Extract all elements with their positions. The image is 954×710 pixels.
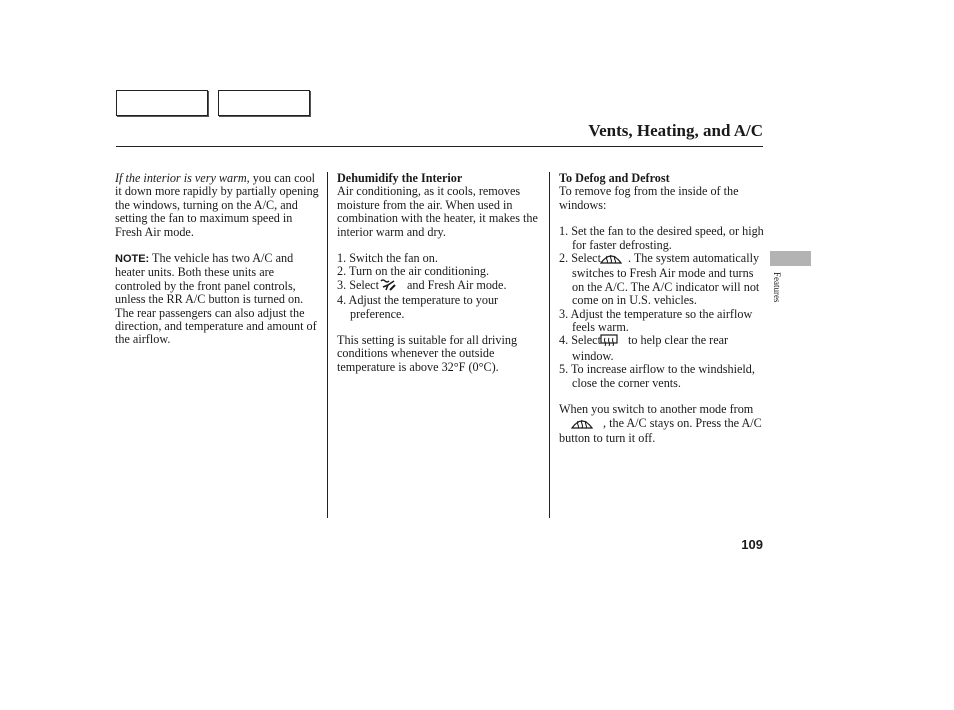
col2-closing: This setting is suitable for all driving conditions whenever the outside temperature is above 32°F (0°C). — [337, 333, 518, 374]
col3-step-3: 3. Adjust the temperature so the airflow feels warm. — [559, 306, 753, 335]
col3-step-4-a: 4. Select — [559, 333, 601, 348]
col3-heading: To Defog and Defrost — [559, 171, 670, 185]
col2-step-3 — [337, 279, 543, 294]
floor-defrost-mode-icon — [392, 279, 397, 294]
front-defrost-icon — [571, 417, 593, 432]
column-1 — [115, 172, 321, 347]
col1-para-text: you can cool it down more rapidly by partially opening the windows, turning on the A/C, and setting the fan to maximum speed in Fresh Air mode. — [115, 171, 319, 239]
note-label: NOTE: — [115, 253, 150, 266]
col3-steps — [559, 225, 765, 390]
col3-closing-a: When you switch to another mode from — [559, 402, 754, 417]
col3-closing — [559, 403, 765, 445]
col3-closing-b: , the A/C stays on. Press the A/C button to turn it off. — [559, 415, 762, 445]
col3-step-2 — [559, 252, 765, 308]
rear-defrost-icon — [613, 334, 618, 349]
col3-step-4 — [559, 334, 765, 363]
col3-step-2-a: 2. Select — [559, 251, 601, 266]
col3-intro: To remove fog from the inside of the windows: — [559, 184, 739, 212]
col3-step-4-b: to help clear the rear window. — [572, 333, 729, 363]
col2-heading: Dehumidify the Interior — [337, 171, 463, 185]
col2-step-3-a: 3. Select — [337, 277, 379, 292]
col3-step-5: 5. To increase airflow to the windshield, close the corner vents. — [559, 362, 755, 390]
column-divider-1 — [327, 172, 328, 518]
column-divider-2 — [549, 172, 550, 518]
nav-box-2[interactable] — [218, 90, 310, 116]
header-rule — [116, 146, 763, 147]
col2-step-1: 1. Switch the fan on. — [337, 251, 438, 266]
section-label: Features — [772, 272, 782, 303]
col2-steps — [337, 252, 543, 321]
col2-step-3-b: and Fresh Air mode. — [406, 277, 507, 292]
col1-italic-lead: If the interior is very warm, — [115, 171, 250, 185]
nav-box-1[interactable] — [116, 90, 208, 116]
col3-step-1: 1. Set the fan to the desired speed, or high for faster defrosting. — [559, 224, 764, 252]
col3-step-2-b: . The system automatically switches to Fresh Air mode and turns on the A/C. The A/C indicator will not come on in U.S. vehicles. — [572, 251, 760, 308]
page-number: 109 — [741, 537, 763, 552]
col2-intro: Air conditioning, as it cools, removes moisture from the air. When used in combination with the heater, it makes the interior warm and dry. — [337, 184, 538, 239]
column-2 — [337, 172, 543, 374]
col2-step-2: 2. Turn on the air conditioning. — [337, 264, 490, 279]
note-text: The vehicle has two A/C and heater units. Both these units are controled by the front panel controls, unless the RR A/C button is turned on. The rear passengers can also adjust the direction, and temperature and amount of the airflow. — [115, 251, 317, 347]
section-tab — [770, 251, 811, 266]
col1-paragraph — [115, 172, 321, 239]
col2-step-4: 4. Adjust the temperature to your preference. — [337, 293, 499, 321]
col1-note — [115, 252, 321, 347]
front-defrost-icon — [613, 252, 622, 267]
page-title: Vents, Heating, and A/C — [588, 121, 763, 140]
column-3 — [559, 172, 765, 445]
